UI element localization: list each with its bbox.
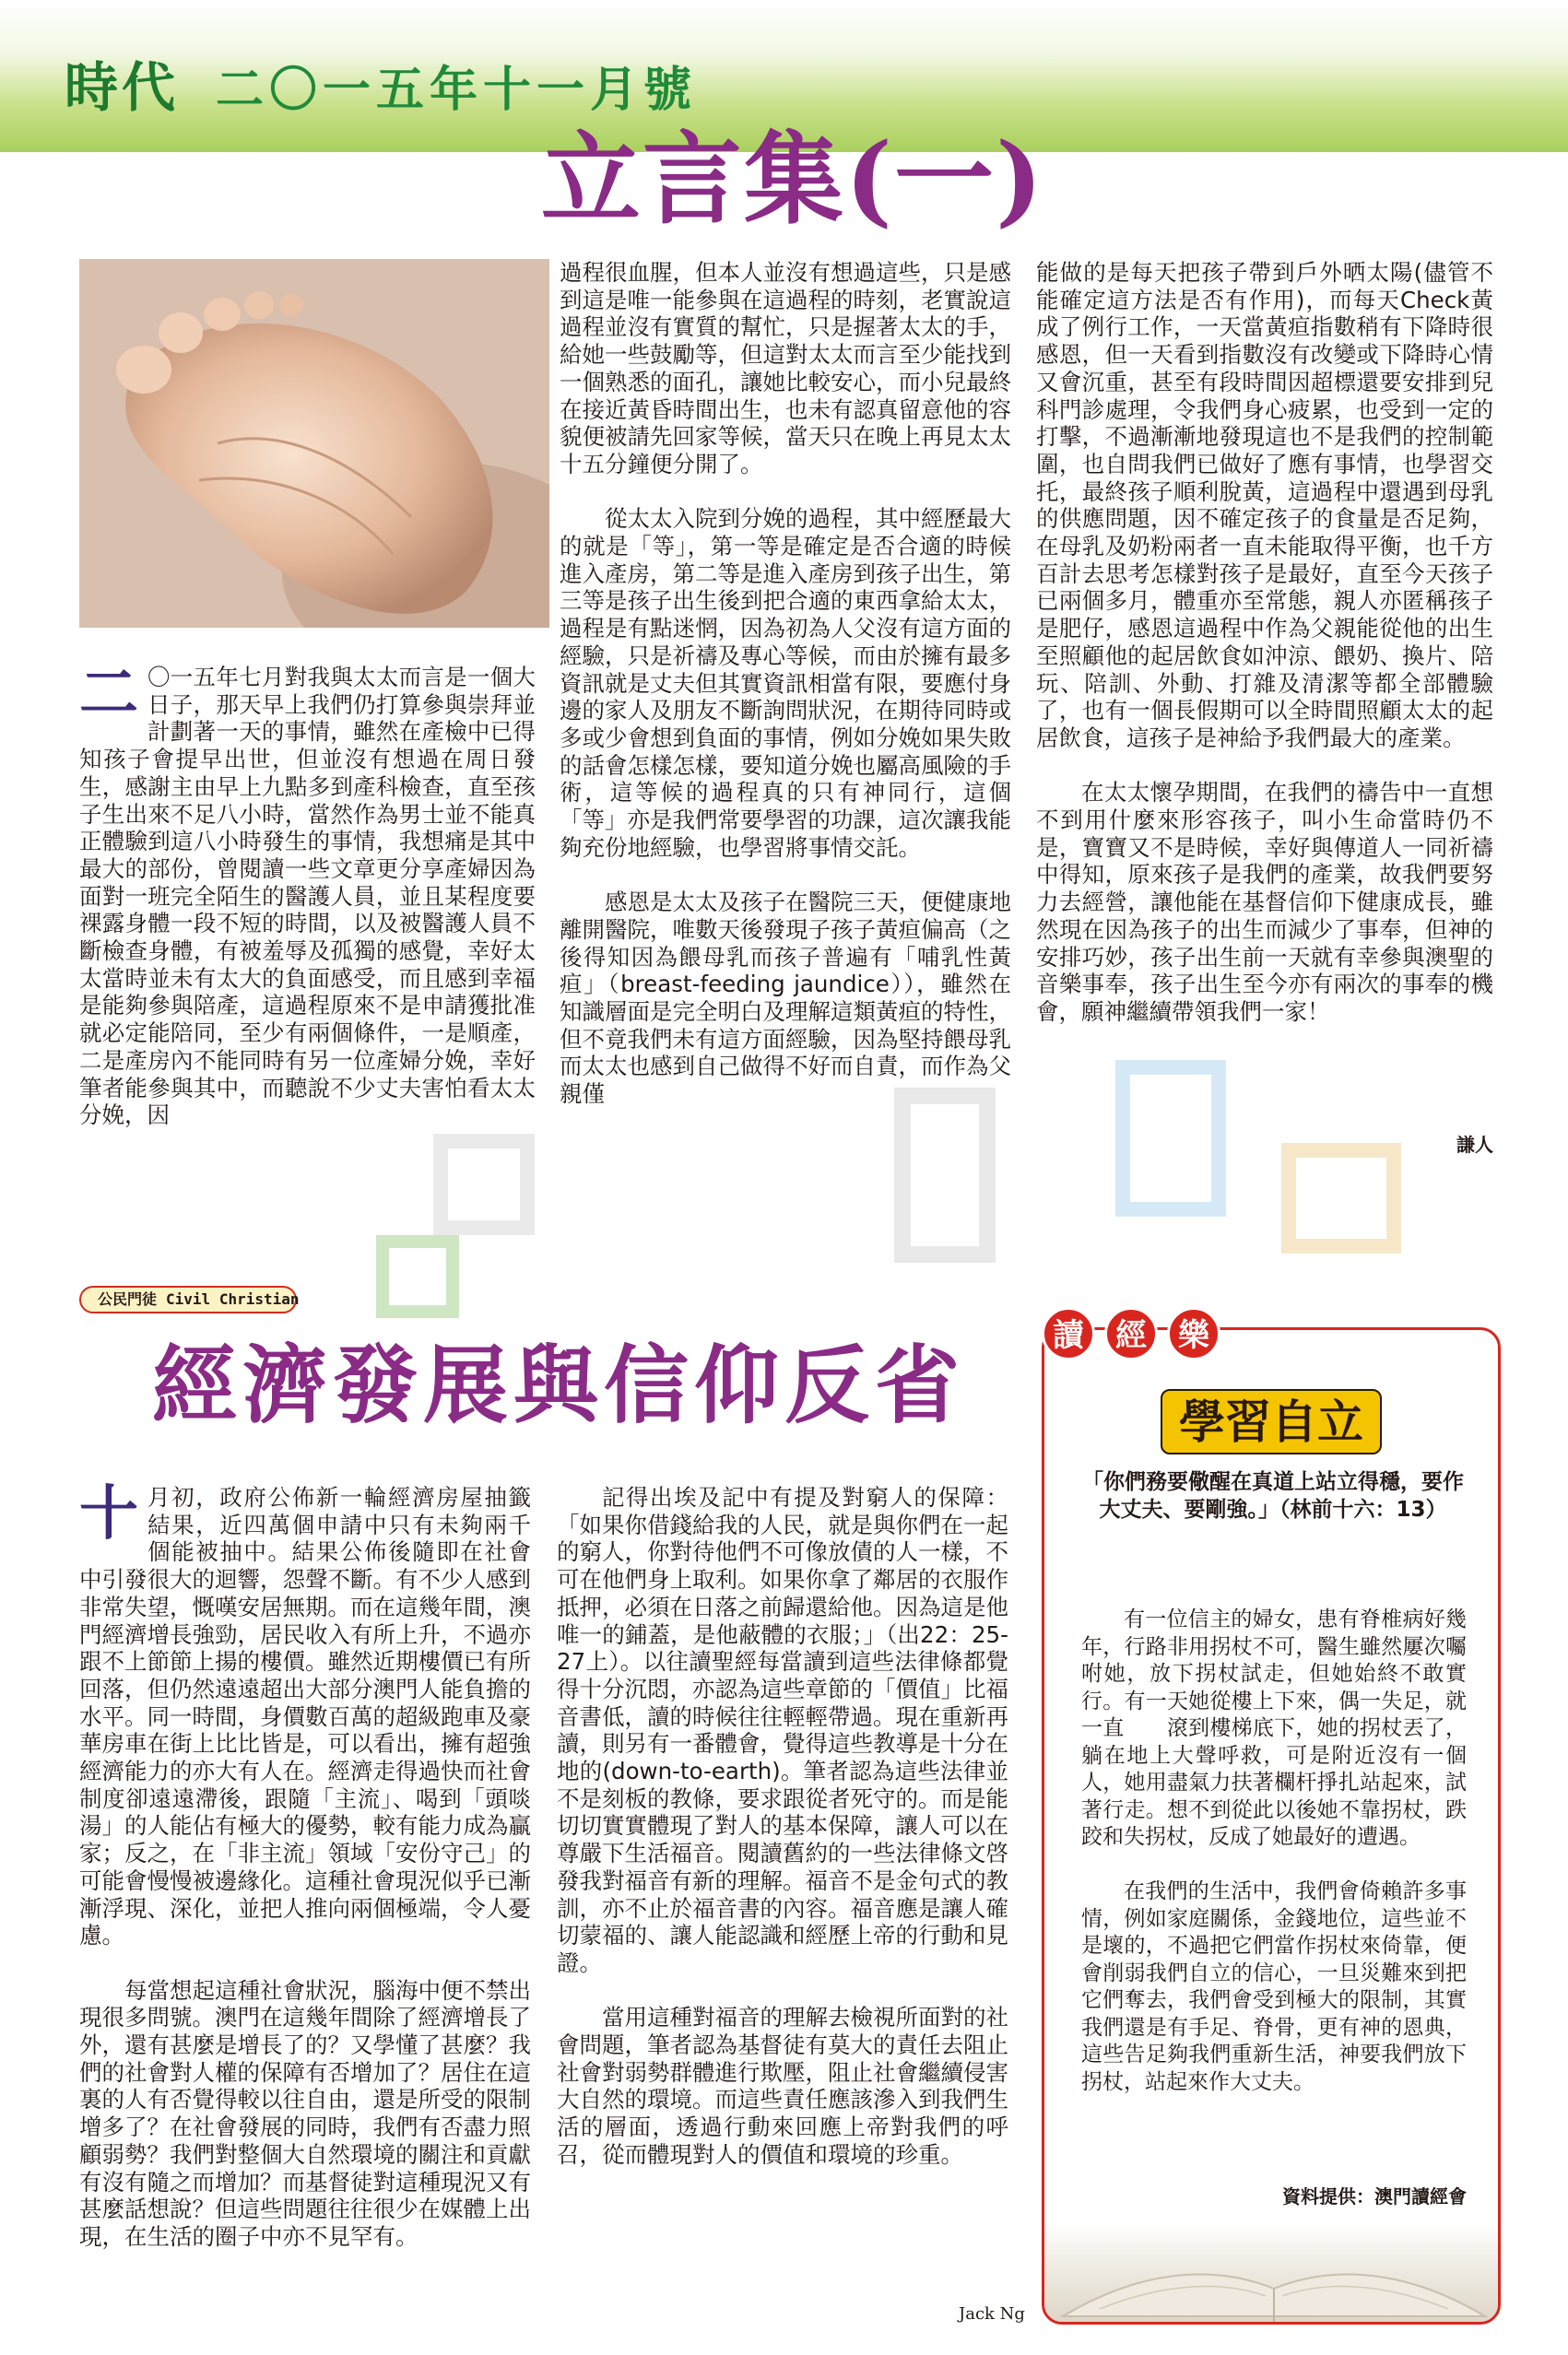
- sidebar-title: [1044, 1385, 1498, 1452]
- article1-paragraph: 〇一五年七月對我與太太而言是一個大日子，那天早上我們仍打算參與崇拜並計劃著一天的事情，雖然在產檢中已得知孩子會提早出世，但並沒有想過在周日發生，感謝主由早上九點多到產科檢查，直至孩子生出來不足八小時，當然作為男士並不能真正體驗到這八小時發生的事情，我想痛是其中最大的部份，曾閱讀一些文章更分享產婦因為面對一班完全陌生的醫護人員，並且某程度要裸露身體一段不短的時間，以及被醫護人員不斷檢查身體，有被羞辱及孤獨的感覺，幸好太太當時並未有太大的負面感受，而且感到幸福是能夠參與陪產，這過程原來不是申請獲批准就必定能陪同，至少有兩個條件，一是順產，二是產房內不能同時有另一位產婦分娩，幸好筆者能參與其中，而聽說不少丈夫害怕看太太分娩，因: [79, 664, 536, 1129]
- sidebar-badge: [1042, 1307, 1220, 1360]
- decorative-square: [433, 1134, 535, 1235]
- decorative-square: [376, 1235, 459, 1318]
- sidebar-title-text: 學習自立: [1161, 1389, 1382, 1454]
- article2-author: Jack Ng: [959, 2304, 1025, 2324]
- article2-paragraph: 當用這種對福音的理解去檢視所面對的社會問題，筆者認為基督徒有莫大的責任去阻止社會對弱勢群體進行欺壓，阻止社會繼續侵害大自然的環境。而這些責任應該滲入到我們生活的層面，透過行動來回應上帝對我們的呼召，從而體現對人的價值和環境的珍重。: [557, 2004, 1008, 2168]
- sidebar-verse: 「你們務要儆醒在真道上站立得穩，要作大丈夫、要剛強。」（林前十六：13）: [1082, 1470, 1464, 1522]
- decorative-square: [1281, 1143, 1401, 1254]
- article1-column-3: [1036, 259, 1493, 1026]
- magazine-brand: 時代: [65, 56, 180, 119]
- article1-title: 立言集(一): [540, 122, 1045, 238]
- badge-char: 樂: [1167, 1307, 1220, 1360]
- column-tag-en: Civil Christian: [166, 1290, 300, 1308]
- sidebar-paragraph: 在我們的生活中，我們會倚賴許多事情，例如家庭關係，金錢地位，這些並不是壞的，不過把它們當作拐杖來倚靠，便會削弱我們自立的信心，一旦災難來到把它們奪去，我們會受到極大的限制，其實我們還是有手足、脊骨，更有神的恩典，這些告足夠我們重新生活，神要我們放下拐杖，站起來作大丈夫。: [1081, 1879, 1467, 2094]
- article1-paragraph: 能做的是每天把孩子帶到戶外晒太陽(儘管不能確定這方法是否有作用)，而每天Check黃成了例行工作，一天當黃疸指數稍有下降時很感恩，但一天看到指數沒有改變或下降時心情又會沉重，甚至有段時間因超標還要安排到兒科門診處理，令我們身心疲累，也受到一定的打擊，不過漸漸地發現這也不是我們的控制範圍，也自問我們已做好了應有事情，也學習交托，最終孩子順利脫黃，這過程中還遇到母乳的供應問題，因不確定孩子的食量是否足夠，在母乳及奶粉兩者一直未能取得平衡，也千方百計去思考怎樣對孩子是最好，直至今天孩子已兩個多月，體重亦至常態，親人亦匿稱孩子是肥仔，感恩這過程中作為父親能從他的出生至照顧他的起居飲食如沖涼、餵奶、換片、陪玩、陪訓、外動、打雜及清潔等都全部體驗了，也有一個長假期可以全時間照顧太太的起居飲食，這孩子是神給予我們最大的產業。: [1036, 259, 1493, 751]
- article1-paragraph: 從太太入院到分娩的過程，其中經歷最大的就是「等」，第一等是確定是否合適的時候進入產房，第二等是進入產房到孩子出生，第三等是孩子出生後到把合適的東西拿給太太，過程是有點迷惘，因為初為人父沒有這方面的經驗，只是祈禱及專心等候，而由於擁有最多資訊就是丈夫但其實資訊相當有限，要應付身邊的家人及朋友不斷詢問狀況，在期待同時或多或少會想到負面的事情，例如分娩如果失敗的話會怎樣怎樣，要知道分娩也屬高風險的手術，這等候的過程真的只有神同行，這個「等」亦是我們常要學習的功課，這次讓我能夠充份地經驗，也學習將事情交託。: [560, 505, 1011, 861]
- devotional-sidebar: [1042, 1327, 1501, 2325]
- article1-dropcap: 二: [79, 659, 138, 728]
- column-tag: [79, 1286, 300, 1313]
- article1-author: 謙人: [1456, 1134, 1493, 1156]
- decorative-square: [1115, 1060, 1226, 1217]
- article2-dropcap: 十: [79, 1479, 138, 1548]
- article2-paragraph: 每當想起這種社會狀況，腦海中便不禁出現很多問號。澳門在這幾年間除了經濟增長了外，還有甚麼是增長了的？又學懂了甚麼？我們的社會對人權的保障有否增加了？居住在這裏的人有否覺得較以往自由，還是所受的限制增多了？在社會發展的同時，我們有否盡力照顧弱勢？我們對整個大自然環境的關注和貢獻有沒有隨之而增加？而基督徒對這種現況又有甚麼話想說？但這些問題往往很少在媒體上出現，在生活的圈子中亦不見罕有。: [79, 1976, 531, 2250]
- decorative-square: [894, 1088, 996, 1263]
- article1-column-1: [79, 659, 536, 1129]
- badge-char: 讀: [1042, 1307, 1095, 1360]
- issue-date: 二〇一五年十一月號: [216, 63, 698, 118]
- sidebar-paragraph: 有一位信主的婦女，患有脊椎病好幾年，行路非用拐杖不可，醫生雖然屢次囑咐她，放下拐杖試走，但她始終不敢實行。有一天她從樓上下來，偶一失足，就一直 滾到樓梯底下，她的拐杖丟了，躺在地上大聲呼救，可是附近沒有一個人，她用盡氣力扶著欄杆掙扎站起來，試著行走。想不到從此以後她不靠拐杖，跌跤和失拐杖，反成了她最好的遭遇。: [1081, 1607, 1467, 1849]
- open-book-illustration: [1044, 2224, 1498, 2325]
- article1-paragraph: 在太太懷孕期間，在我們的禱告中一直想不到用什麼來形容孩子，叫小生命當時仍不是，寶寶又不是時候，幸好與傳道人一同祈禱中得知，原來孩子是我們的產業，故我們要努力去經營，讓他能在基督信仰下健康成長，雖然現在因為孩子的出生而減少了事奉，但神的安排巧妙，孩子出生前一天就有幸參與澳聖的音樂事奉，孩子出生至今亦有兩次的事奉的機會，願神繼續帶領我們一家！: [1036, 779, 1493, 1025]
- badge-char: 經: [1104, 1307, 1158, 1360]
- article2-column-2: [557, 1484, 1008, 2169]
- baby-foot-photo: [79, 259, 549, 628]
- article1-column-2: [560, 259, 1011, 1108]
- baby-foot-illustration: [79, 259, 549, 628]
- sidebar-body: [1081, 1607, 1467, 2096]
- article1-paragraph: 過程很血腥，但本人並沒有想過這些，只是感到這是唯一能參與在這過程的時刻，老實說這過程並沒有實質的幫忙，只是握著太太的手，給她一些鼓勵等，但這對太太而言至少能找到一個熟悉的面孔，讓她比較安心，而小兒最終在接近黃昏時間出生，也未有認真留意他的容貌便被請先回家等候，當天只在晚上再見太太十五分鐘便分開了。: [560, 259, 1011, 477]
- masthead: [65, 44, 698, 119]
- book-icon: [1044, 2224, 1501, 2325]
- article2-column-1: [79, 1479, 531, 2251]
- article2-paragraph: 月初，政府公佈新一輪經濟房屋抽籤結果，近四萬個申請中只有未夠兩千個能被抽中。結果公佈後隨即在社會中引發很大的迴響，怨聲不斷。有不少人感到非常失望，慨嘆安居無期。而在這幾年間，澳門經濟增長強勁，居民收入有所上升，不過亦跟不上節節上揚的樓價。雖然近期樓價已有所回落，但仍然遠遠超出大部分澳門人能負擔的水平。同一時間，身價數百萬的超級跑車及豪華房車在街上比比皆是，可以看出，擁有超強經濟能力的亦大有人在。經濟走得過快而社會制度卻遠遠滯後，跟隨「主流」、喝到「頭啖湯」的人能佔有極大的優勢，較有能力成為贏家；反之，在「非主流」領域「安份守己」的可能會慢慢被邊緣化。這種社會現況似乎已漸漸浮現、深化，並把人推向兩個極端，令人憂慮。: [79, 1484, 531, 1949]
- article2-paragraph: 記得出埃及記中有提及對窮人的保障：「如果你借錢給我的人民，就是與你們在一起的窮人，你對待他們不可像放債的人一樣，不可在他們身上取利。如果你拿了鄰居的衣服作抵押，必須在日落之前歸還給他。因為這是他唯一的鋪蓋，是他蔽體的衣服；」（出22：25-27上）。以往讀聖經每當讀到這些法律條都覺得十分沉悶，亦認為這些章節的「價值」比福音書低，讀的時候往往輕輕帶過。現在重新再讀，則另有一番體會，覺得這些教導是十分在地的(down-to-earth)。筆者認為這些法律並不是刻板的教條，要求跟從者死守的。而是能切切實實體現了對人的基本保障，讓人可以在尊嚴下生活福音。閱讀舊約的一些法律條文啓發我對福音有新的理解。福音不是金句式的教訓，亦不止於福音書的內容。福音應是讓人確切蒙福的、讓人能認識和經歷上帝的行動和見證。: [557, 1484, 1008, 1976]
- sidebar-source: 資料提供：澳門讀經會: [1282, 2185, 1467, 2208]
- article2-title: 經濟發展與信仰反省: [152, 1336, 966, 1435]
- article1-paragraph: 感恩是太太及孩子在醫院三天，便健康地離開醫院，唯數天後發現子孩子黃疸偏高（之後得知因為餵母乳而孩子普遍有「哺乳性黃疸」（breast-feeding jaundice）），雖然在知識層面是完全明白及理解這類黃疸的特性，但不竟我們未有這方面經驗，因為堅持餵母乳而太太也感到自己做得不好而自責，而作為父親僅: [560, 889, 1011, 1108]
- column-tag-cn: 公民門徒: [98, 1290, 158, 1308]
